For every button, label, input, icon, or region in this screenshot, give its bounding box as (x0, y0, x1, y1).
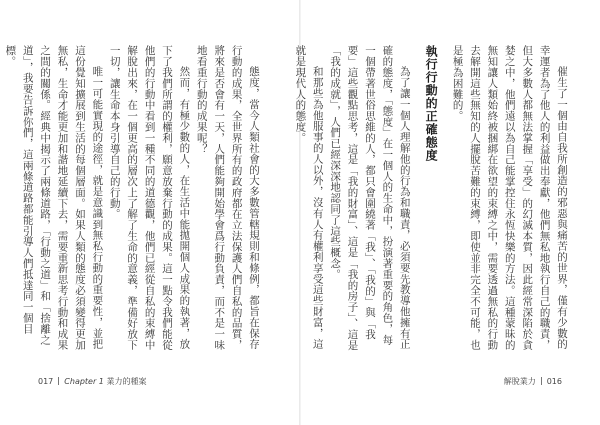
body-paragraph: 為了讓一個人理解他的行為和職責，必須要先教導他擁有正確的態度，「態度」在一個人的生命中，扮演著重要的角色，每一個帶著世俗思維的人，都只會圍繞著「我」、「我的」與「我要」這些觀點思考，這是「我的財富」、這是「我的房子」、這是「我的成就」，人們已經深深地認同了這些概念。 (329, 45, 411, 351)
right-page (294, 0, 600, 425)
body-paragraph: 然而，有極少數的人，在生活中能拋開個人成果的執著，放下了我們所謂的權利，願意放棄行動的成果。這一點令我們能從他們的行動中看到一種不同的道德觀，他們已經從自私的束縛中解脫出來，在一個更高的層次上了解了生命的意義，準備好放下一切，讓生命本身引導自己的行動。 (108, 45, 191, 351)
chapter-title: 業力的種案 (106, 377, 147, 386)
book-title: 解脫業力 (503, 377, 536, 386)
folio-separator (58, 377, 59, 385)
chapter-label: Chapter 1 (64, 377, 104, 386)
right-page-folio (504, 376, 562, 387)
left-page-folio (38, 376, 146, 387)
section-heading: 執行行動的正確態度 (424, 45, 439, 162)
body-paragraph: 催生了一個由自我所創造的邪惡與痛苦的世界，僅有少數的幸運者為了他人的利益做出奉獻，他們無私地執行自己的職責，但大多數人都無法掌握「享受」的幻滅本質，因此經常深陷於貪婪之中，他們遠以為自己能掌控住永恆快樂的方法。這種蒙昧的無知讓人類始終被捆綁在欲望的束縛之中，需要透過無私的行動去解開這些無知的人擺脫苦難的束縛，即使並非完全不可能，也是極為困難的。 (451, 45, 568, 351)
page-number: 016 (546, 377, 562, 386)
folio-separator (541, 377, 542, 385)
right-page-body (294, 45, 570, 355)
body-paragraph: 態度，當今人類社會的大多數管轄規則和條例，都旨在保存行動的成果，全世界所有的政府都在立法保護人們自私的品質，將來是否會有一天，人們能夠開始學會爲行動負責，而不是一味地看重行動的成果呢？ (195, 45, 260, 351)
left-page-body (4, 45, 262, 355)
page-number: 017 (38, 377, 54, 386)
body-paragraph (0, 45, 1, 355)
body-paragraph: 和那些為他服事的人以外，沒有人有權利享受這些財富，這就是現代人的態度。 (294, 45, 324, 350)
body-paragraph: 唯一可能實現的途徑，就是意識到無私行動的重要性，並把這份覺知擴展到生活的每個層面。如果人類的態度必須變得更加無私，生命才能更加和諧地延續下去，需要重新思考行動和成果之間的關係。經典中揭示了兩條道路，「行動之道」和「捨離之道」，我要告訴你們，這兩條道路都能引導人們抵達同一個目標。 (4, 45, 104, 351)
